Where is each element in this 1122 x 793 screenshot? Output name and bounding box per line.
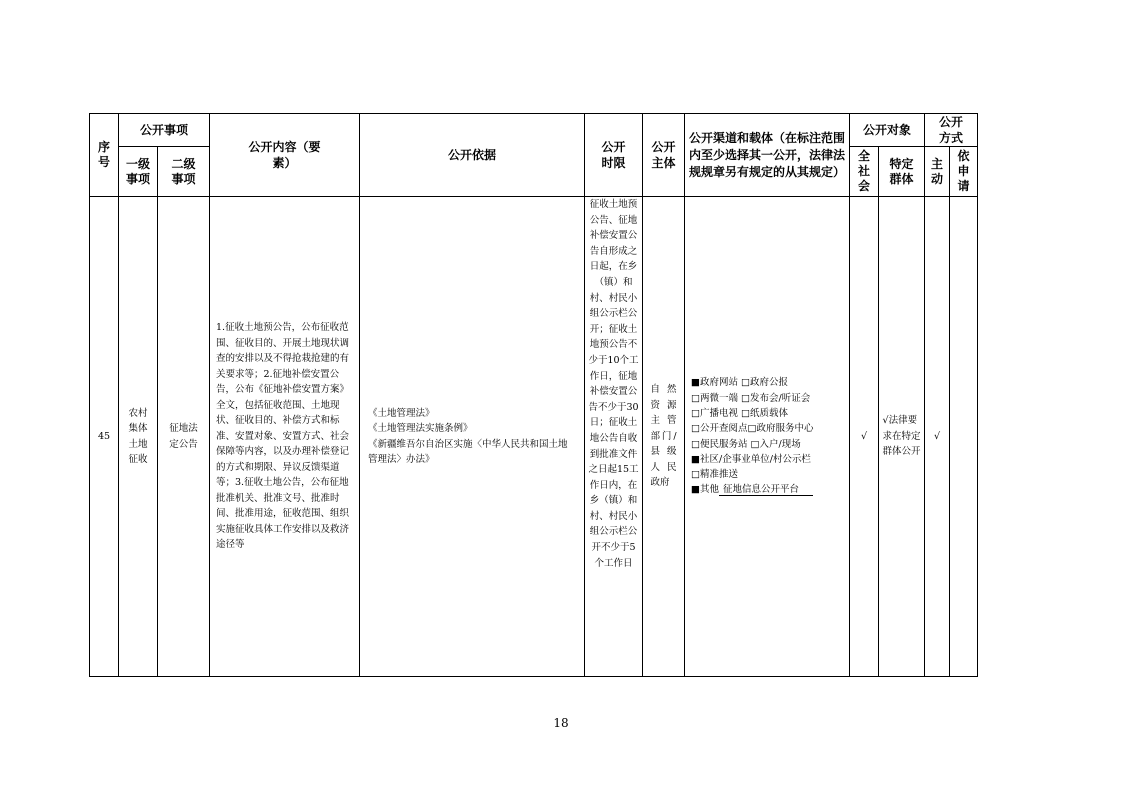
- header-target: 公开对象: [850, 114, 925, 147]
- header-level2: 二级事项: [158, 147, 210, 197]
- header-level1: 一级事项: [119, 147, 158, 197]
- row-level2: 征地法定公告: [158, 197, 210, 677]
- row-active: √: [925, 197, 950, 677]
- header-all-society: 全社会: [850, 147, 879, 197]
- header-time-limit: 公开时限: [585, 114, 643, 197]
- row-subject: 自然资源主管部门/县级人民政府: [643, 197, 685, 677]
- channel-item: □两微一端 □发布会/听证会: [691, 392, 811, 404]
- row-basis: [360, 197, 585, 677]
- header-content: 公开内容（要素）: [210, 114, 360, 197]
- channel-item: ■政府网站 □政府公报: [691, 377, 788, 389]
- row-content: 1.征收土地预公告，公布征收范围、征收目的、开展土地现状调查的安排以及不得抢栽抢建的有关要求等；2.征地补偿安置公告，公布《征地补偿安置方案》全文，包括征收范围、土地现状、征收目的、补偿方式和标准、安置对象、安置方式、社会保障等内容，以及办理补偿登记的方式和期限、异议反馈渠道等；3.征收土地公告，公布征地批准机关、批准文号、批准时间、批准用途，征收范围、组织实施征收具体工作安排以及救济途径等: [210, 197, 360, 677]
- disclosure-table: [89, 113, 978, 677]
- page-number: 18: [553, 716, 569, 730]
- header-specific-group: 特定群体: [879, 147, 925, 197]
- row-all-society: √: [850, 197, 879, 677]
- basis-item: 《土地管理法实施条例》: [368, 423, 473, 434]
- header-active: 主动: [925, 147, 950, 197]
- channel-item: □公开查阅点□政府服务中心: [691, 423, 814, 435]
- row-seq: 45: [90, 197, 119, 677]
- row-specific-group: √法律要求在特定群体公开: [879, 197, 925, 677]
- header-seq: 序号: [90, 114, 119, 197]
- row-on-request: [950, 197, 978, 677]
- channel-item-other: [691, 482, 843, 497]
- header-items: 公开事项: [119, 114, 210, 147]
- row-level1: 农村集体土地征收: [119, 197, 158, 677]
- channel-item: □广播电视 □纸质载体: [691, 407, 788, 419]
- table-row: [90, 197, 978, 677]
- channel-other-value: 征地信息公开平台: [719, 484, 813, 496]
- header-basis: 公开依据: [360, 114, 585, 197]
- header-on-request: 依申请: [950, 147, 978, 197]
- row-time-limit: 征收土地预公告、征地补偿安置公告自形成之日起，在乡（镇）和村、村民小组公示栏公开；征收土地预公告不少于10个工作日，征地补偿安置公告不少于30日；征收土地公告自收到批准文件之日起15工作日内，在乡（镇）和村、村民小组公示栏公开不少于5个工作日: [585, 197, 643, 677]
- channel-item: □精准推送: [691, 469, 738, 481]
- basis-item: 《新疆维吾尔自治区实施〈中华人民共和国土地管理法〉办法》: [368, 438, 568, 465]
- basis-item: 《土地管理法》: [368, 407, 435, 419]
- header-subject: 公开主体: [643, 114, 685, 197]
- channel-other-prefix: ■其他: [691, 484, 719, 496]
- header-method: 公开方式: [925, 114, 978, 147]
- row-channels: [685, 197, 850, 677]
- header-channel: 公开渠道和载体（在标注范围内至少选择其一公开，法律法规规章另有规定的从其规定）: [685, 114, 850, 197]
- header-row-1: [90, 114, 978, 147]
- channel-item: □便民服务站 □入户/现场: [691, 438, 801, 450]
- channel-item: ■社区/企事业单位/村公示栏: [691, 453, 811, 465]
